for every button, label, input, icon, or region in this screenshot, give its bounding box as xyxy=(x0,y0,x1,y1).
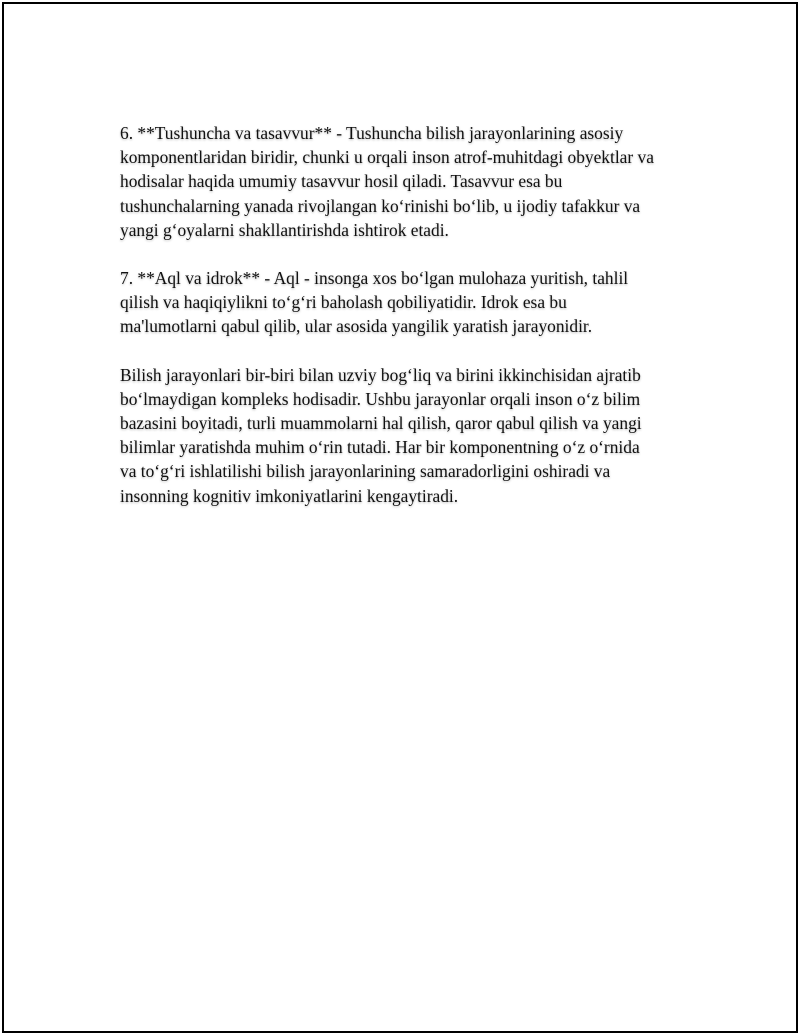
text-line: bilimlar yaratishda muhim o‘rin tutadi. Har bir komponentning o‘z o‘rnida xyxy=(120,437,640,458)
text-line: 6. **Tushuncha va tasavvur** - Tushuncha bilish jarayonlarining asosiy xyxy=(120,123,624,143)
paragraph-tushuncha-va-tasavvur xyxy=(120,121,710,242)
text-line: tushunchalarning yanada rivojlangan ko‘rinishi bo‘lib, u ijodiy tafakkur va xyxy=(120,195,641,216)
text-line: bo‘lmaydigan kompleks hodisadir. Ushbu jarayonlar orqali inson o‘z bilim xyxy=(120,388,641,409)
paragraph-conclusion xyxy=(120,363,710,508)
text-line: yangi g‘oyalarni shakllantirishda ishtirok etadi. xyxy=(120,219,449,240)
text-line: komponentlaridan biridir, chunki u orqali inson atrof-muhitdagi obyektlar va xyxy=(120,147,654,168)
text-line: va to‘g‘ri ishlatilishi bilish jarayonlarining samaradorligini oshiradi va xyxy=(120,461,611,482)
text-line: ma'lumotlarni qabul qilib, ular asosida yangilik yaratish jarayonidir. xyxy=(120,316,593,337)
document-body xyxy=(120,121,710,532)
document-page xyxy=(2,2,798,1033)
text-line: Bilish jarayonlari bir-biri bilan uzviy bog‘liq va birini ikkinchisidan ajratib xyxy=(120,364,641,385)
text-line: 7. **Aql va idrok** - Aql - insonga xos bo‘lgan mulohaza yuritish, tahlil xyxy=(120,268,629,289)
text-line: qilish va haqiqiylikni to‘g‘ri baholash qobiliyatidir. Idrok esa bu xyxy=(120,292,567,313)
paragraph-aql-va-idrok xyxy=(120,266,710,339)
text-line: hodisalar haqida umumiy tasavvur hosil qiladi. Tasavvur esa bu xyxy=(120,171,563,192)
text-line: bazasini boyitadi, turli muammolarni hal qilish, qaror qabul qilish va yangi xyxy=(120,413,642,434)
text-line: insonning kognitiv imkoniyatlarini kengaytiradi. xyxy=(120,485,459,506)
